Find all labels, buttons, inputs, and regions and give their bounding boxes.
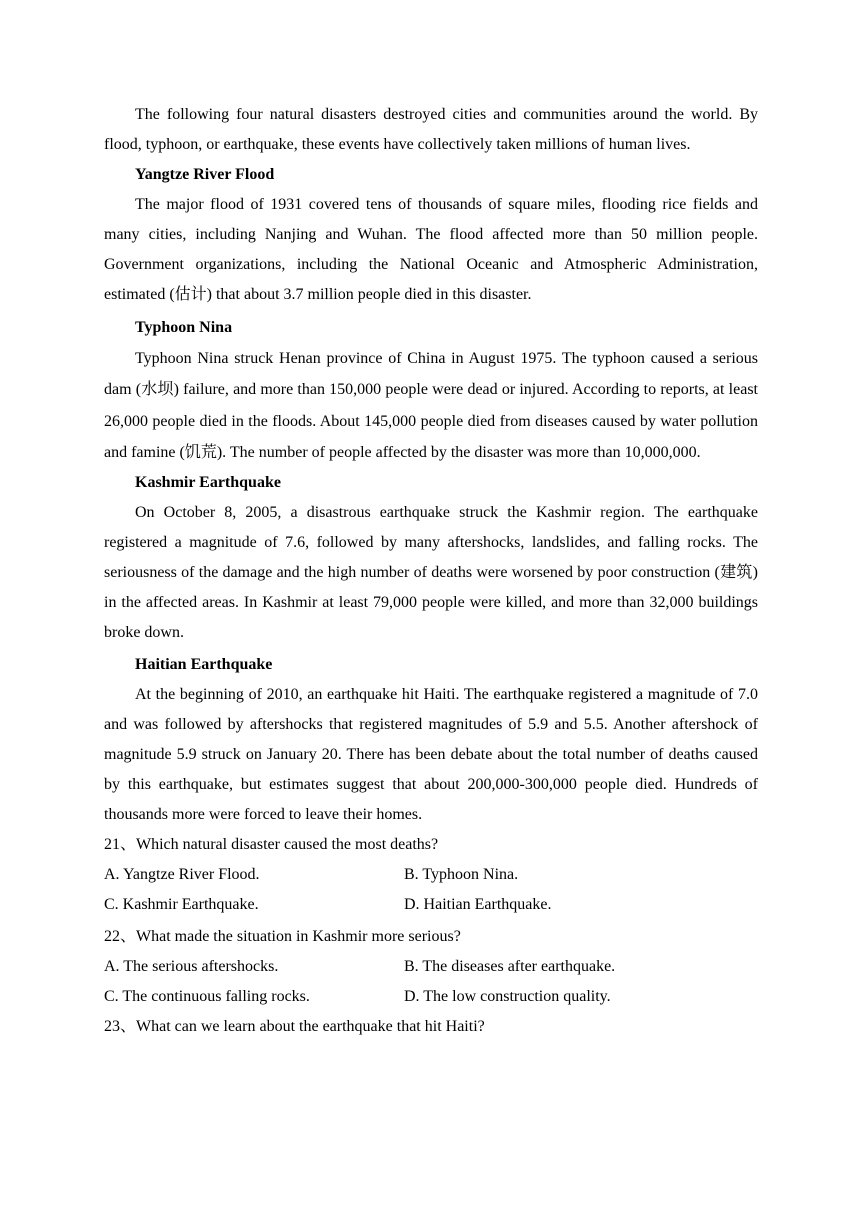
answer-options [104, 860, 758, 920]
section-heading: Kashmir Earthquake [135, 474, 281, 492]
section-body: Typhoon Nina struck Henan province of China in August 1975. The typhoon caused a serious dam (水坝) failure, and more than 150,000 people were dead or injured. According to reports, at least 26,000 people died in the floods. About 145,000 people died from diseases caused by water pollution and famine (饥荒). The number of people affected by the disaster was more than 10,000,000. [104, 350, 758, 461]
section-body: The major flood of 1931 covered tens of thousands of square miles, flooding rice fields and many cities, including Nanjing and Wuhan. The flood affected more than 50 million people. Government organizations, including the National Oceanic and Atmospheric Administration, estimated (估计) that about 3.7 million people died in this disaster. [104, 196, 758, 303]
section-body: On October 8, 2005, a disastrous earthquake struck the Kashmir region. The earthquake registered a magnitude of 7.6, followed by many aftershocks, landslides, and falling rocks. The seriousness of the damage and the high number of deaths were worsened by poor construction (建筑) in the affected areas. In Kashmir at least 79,000 people were killed, and more than 32,000 buildings broke down. [104, 504, 758, 642]
question-stem: 21、Which natural disaster caused the most deaths? [104, 836, 439, 854]
option-a[interactable]: A. Yangtze River Flood. [104, 866, 260, 884]
option-b[interactable]: B. The diseases after earthquake. [404, 958, 616, 976]
section-typhoon [104, 313, 758, 468]
option-d[interactable]: D. Haitian Earthquake. [404, 896, 552, 914]
option-b[interactable]: B. Typhoon Nina. [404, 866, 519, 884]
section-yangtze [104, 160, 758, 310]
section-haiti [104, 650, 758, 830]
question-stem: 23、What can we learn about the earthquake that hit Haiti? [104, 1018, 485, 1036]
document-page [104, 100, 758, 1042]
option-d[interactable]: D. The low construction quality. [404, 988, 611, 1006]
section-heading: Yangtze River Flood [135, 166, 275, 183]
question-22 [104, 922, 758, 1012]
question-23 [104, 1012, 758, 1042]
section-heading: Haitian Earthquake [135, 656, 273, 674]
question-21 [104, 830, 758, 920]
section-kashmir [104, 468, 758, 648]
option-c[interactable]: C. The continuous falling rocks. [104, 988, 310, 1006]
question-stem: 22、What made the situation in Kashmir more serious? [104, 928, 461, 946]
section-heading: Typhoon Nina [135, 319, 233, 336]
answer-options [104, 952, 758, 1012]
intro-paragraph: The following four natural disasters destroyed cities and communities around the world. By flood, typhoon, or earthquake, these events have collectively taken millions of human lives. [104, 106, 758, 153]
section-body: At the beginning of 2010, an earthquake hit Haiti. The earthquake registered a magnitude of 7.0 and was followed by aftershocks that registered magnitudes of 5.9 and 5.5. Another aftershock of magnitude 5.9 struck on January 20. There has been debate about the total number of deaths caused by this earthquake, but estimates suggest that about 200,000-300,000 people died. Hundreds of thousands more were forced to leave their homes. [104, 686, 758, 824]
option-a[interactable]: A. The serious aftershocks. [104, 958, 279, 976]
option-c[interactable]: C. Kashmir Earthquake. [104, 896, 259, 914]
